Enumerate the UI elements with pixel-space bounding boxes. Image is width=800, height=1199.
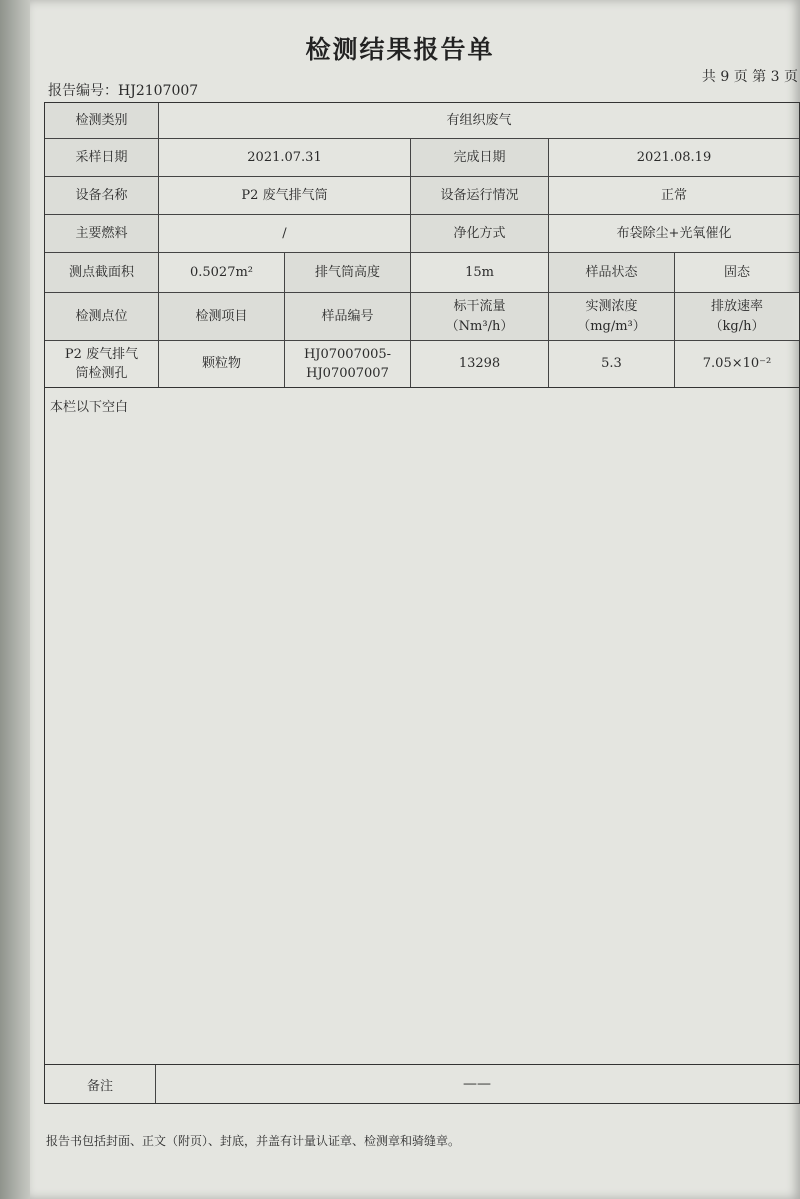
footer-note: 报告书包括封面、正文（附页）、封底，并盖有计量认证章、检测章和骑缝章。 xyxy=(46,1134,461,1148)
sampling-date-value: 2021.07.31 xyxy=(159,139,411,177)
equipment-value: P2 废气排气筒 xyxy=(159,177,411,215)
blank-note: 本栏以下空白 xyxy=(50,400,129,415)
remarks-value: —— xyxy=(463,1076,491,1092)
section-area-label: 测点截面积 xyxy=(45,253,159,293)
sampling-date-label: 采样日期 xyxy=(45,139,159,177)
category-value: 有组织废气 xyxy=(159,103,799,139)
row-rate: 7.05×10⁻² xyxy=(702,356,772,372)
blank-area xyxy=(44,388,800,1064)
purification-label: 净化方式 xyxy=(411,215,549,253)
purification-value: 布袋除尘+光氧催化 xyxy=(549,215,799,253)
header-concentration: 实测浓度 （mg/m³） xyxy=(549,293,675,341)
category-label: 检测类别 xyxy=(45,103,159,139)
section-area-value: 0.5027m² xyxy=(159,253,285,293)
fuel-label: 主要燃料 xyxy=(45,215,159,253)
completion-date-value: 2021.08.19 xyxy=(549,139,799,177)
stack-height-value: 15m xyxy=(411,253,549,293)
row-point: P2 废气排气 筒检测孔 xyxy=(45,341,159,387)
sample-state-value: 固态 xyxy=(675,253,799,293)
header-sample-no: 样品编号 xyxy=(285,293,411,341)
result-table xyxy=(44,102,800,388)
remarks-row xyxy=(44,1064,800,1104)
fuel-value: / xyxy=(159,215,411,253)
row-item: 颗粒物 xyxy=(159,341,285,387)
operation-label: 设备运行情况 xyxy=(411,177,549,215)
header-rate: 排放速率 （kg/h） xyxy=(675,293,799,341)
row-concentration: 5.3 xyxy=(549,341,675,387)
page-info: 共 9 页 第 3 页 xyxy=(701,69,798,85)
header-flow: 标干流量 （Nm³/h） xyxy=(411,293,549,341)
stack-height-label: 排气筒高度 xyxy=(285,253,411,293)
report-title: 检测结果报告单 xyxy=(305,35,495,64)
equipment-label: 设备名称 xyxy=(45,177,159,215)
sample-state-label: 样品状态 xyxy=(549,253,675,293)
row-flow: 13298 xyxy=(411,341,549,387)
header-item: 检测项目 xyxy=(159,293,285,341)
header-point: 检测点位 xyxy=(45,293,159,341)
completion-date-label: 完成日期 xyxy=(411,139,549,177)
row-sample-no: HJ07007005- HJ07007007 xyxy=(285,341,411,387)
report-number: 报告编号：HJ2107007 xyxy=(48,83,199,99)
operation-value: 正常 xyxy=(549,177,799,215)
binding-edge xyxy=(0,0,30,1199)
remarks-label: 备注 xyxy=(45,1065,156,1103)
